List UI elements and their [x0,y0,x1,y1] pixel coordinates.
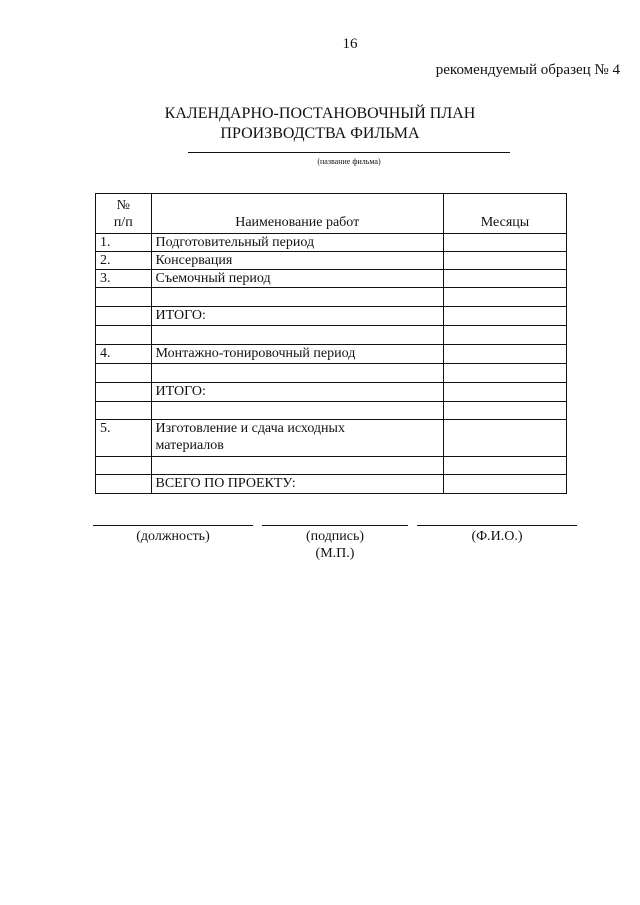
document-title [0,104,640,144]
film-name-caption: (название фильма) [317,157,381,166]
row-months [443,475,566,494]
row-name [151,364,443,383]
table-row [96,402,567,420]
position-signature-line [93,525,253,526]
row-name-line-1: Изготовление и сдача исходных [155,421,345,436]
row-num [96,402,152,420]
row-months [443,364,566,383]
stamp-caption: (М.П.) [315,546,355,561]
header-num-line-2: п/п [113,215,133,230]
row-name-line-2: материалов [155,438,224,453]
row-name [151,402,443,420]
row-name: ВСЕГО ПО ПРОЕКТУ: [151,475,443,494]
table-row [96,252,567,270]
table-row [96,270,567,288]
row-name: ИТОГО: [151,383,443,402]
row-months [443,234,566,252]
table-row [96,475,567,494]
row-months [443,252,566,270]
table-row [96,345,567,364]
row-name: Консервация [151,252,443,270]
row-name [151,326,443,345]
row-num [96,475,152,494]
row-months [443,420,566,457]
table-row [96,307,567,326]
title-line-1: КАЛЕНДАРНО-ПОСТАНОВОЧНЫЙ ПЛАН [164,105,476,122]
row-months [443,326,566,345]
row-months [443,288,566,307]
row-num: 1. [96,234,152,252]
recommended-sample-label: рекомендуемый образец № 4 [435,62,620,78]
header-months: Месяцы [443,194,566,234]
row-months [443,345,566,364]
full-name-signature-line [417,525,577,526]
row-num [96,364,152,383]
title-line-2: ПРОИЗВОДСТВА ФИЛЬМА [220,125,420,142]
table-row [96,457,567,475]
position-caption: (должность) [136,529,210,544]
page-number: 16 [342,36,358,52]
row-months [443,270,566,288]
row-num: 4. [96,345,152,364]
row-name: ИТОГО: [151,307,443,326]
signature-line [262,525,408,526]
row-name [151,420,443,457]
table-row [96,420,567,457]
table-row [96,326,567,345]
header-name: Наименование работ [151,194,443,234]
row-months [443,457,566,475]
row-num [96,307,152,326]
row-num [96,383,152,402]
signature-caption: (подпись) [305,529,365,544]
row-num: 3. [96,270,152,288]
row-months [443,383,566,402]
row-name: Съемочный период [151,270,443,288]
row-name [151,457,443,475]
production-plan-table [95,193,567,494]
row-num: 2. [96,252,152,270]
row-months [443,402,566,420]
table-row [96,383,567,402]
header-num-line-1: № [116,198,130,213]
header-num [96,194,152,234]
row-num [96,457,152,475]
row-num [96,288,152,307]
row-name: Подготовительный период [151,234,443,252]
row-name: Монтажно-тонировочный период [151,345,443,364]
table-row [96,288,567,307]
row-num: 5. [96,420,152,457]
full-name-caption: (Ф.И.О.) [471,529,523,544]
row-name [151,288,443,307]
table-row [96,234,567,252]
table-header-row [96,194,567,234]
row-num [96,326,152,345]
row-months [443,307,566,326]
table-row [96,364,567,383]
film-name-line [188,152,510,153]
